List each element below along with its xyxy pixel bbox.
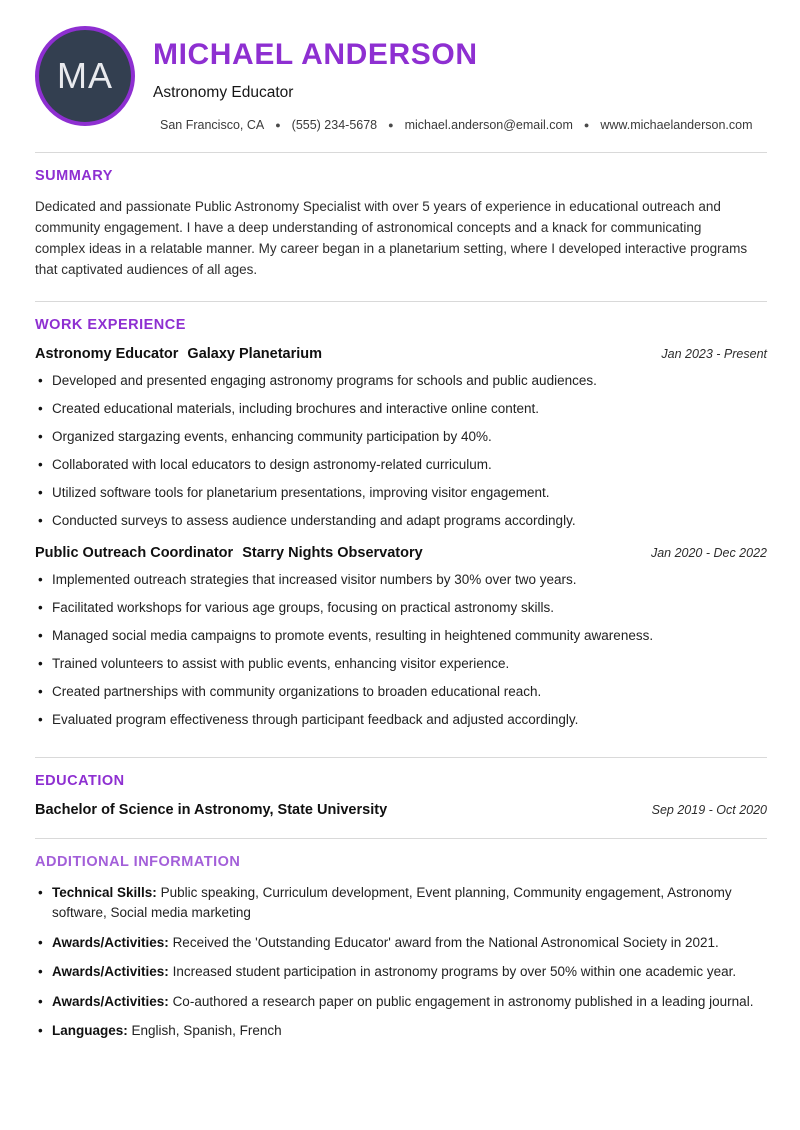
additional-item-label: Technical Skills: (52, 885, 157, 901)
contact-website: www.michaelanderson.com (600, 118, 753, 132)
education-section (35, 758, 767, 818)
job-dates: Jan 2023 - Present (661, 346, 767, 361)
job-entry (35, 545, 767, 730)
additional-item (35, 1021, 767, 1041)
job-bullet: • Developed and presented engaging astronomy programs for schools and public audiences. (35, 371, 767, 391)
additional-item (35, 933, 767, 953)
bullet-separator-icon: ● (583, 119, 590, 130)
job-header (35, 545, 767, 561)
job-bullet: • Collaborated with local educators to design astronomy-related curriculum. (35, 455, 767, 475)
additional-item-text: English, Spanish, French (131, 1023, 282, 1039)
job-bullet: • Facilitated workshops for various age groups, focusing on practical astronomy skills. (35, 598, 767, 618)
job-entry (35, 346, 767, 531)
education-degree: Bachelor of Science in Astronomy, State University (35, 802, 388, 819)
job-title-line (35, 545, 423, 561)
job-bullet-list (35, 371, 767, 531)
additional-item-label: Awards/Activities: (52, 993, 169, 1009)
job-bullet: • Implemented outreach strategies that increased visitor numbers by 30% over two years. (35, 570, 767, 590)
job-bullet-list (35, 570, 767, 730)
job-bullet: • Created partnerships with community organizations to broaden educational reach. (35, 682, 767, 702)
bullet-separator-icon: ● (388, 119, 394, 130)
person-job-title: Astronomy Educator (153, 84, 294, 101)
additional-item-text: Public speaking, Curriculum development, Event planning, Community engagement, Astronomy software, Social media marketing (52, 885, 732, 920)
person-name: MICHAEL ANDERSON (153, 38, 478, 71)
job-bullet: • Utilized software tools for planetarium presentations, improving visitor engagement. (35, 483, 767, 503)
additional-item-text: Increased student participation in astronomy programs by over 50% within one academic year. (172, 964, 737, 980)
education-heading: EDUCATION (35, 773, 125, 790)
job-bullet: • Evaluated program effectiveness through participant feedback and adjusted accordingly. (35, 710, 767, 730)
additional-item-text: Co-authored a research paper on public engagement in astronomy published in a leading journal. (172, 993, 754, 1009)
contact-location: San Francisco, CA (160, 118, 265, 132)
additional-list (35, 883, 767, 1040)
job-title: Astronomy Educator (35, 345, 179, 362)
job-title-line (35, 346, 322, 362)
job-bullet: • Conducted surveys to assess audience understanding and adapt programs accordingly. (35, 511, 767, 531)
job-bullet: • Trained volunteers to assist with public events, enhancing visitor experience. (35, 654, 767, 674)
job-bullet: • Created educational materials, including brochures and interactive online content. (35, 399, 767, 419)
job-company: Starry Nights Observatory (242, 544, 423, 561)
experience-section (35, 302, 767, 730)
education-dates: Sep 2019 - Oct 2020 (651, 803, 767, 818)
job-bullet: • Managed social media campaigns to promote events, resulting in heightened community awareness. (35, 626, 767, 646)
contact-email: michael.anderson@email.com (404, 118, 573, 132)
additional-item-label: Awards/Activities: (52, 964, 169, 980)
additional-item-label: Awards/Activities: (52, 934, 169, 950)
additional-item (35, 883, 767, 922)
summary-heading: SUMMARY (35, 168, 113, 184)
job-company: Galaxy Planetarium (187, 345, 323, 362)
additional-item (35, 962, 767, 982)
job-title: Public Outreach Coordinator (35, 544, 234, 561)
job-bullet: • Organized stargazing events, enhancing community participation by 40%. (35, 427, 767, 447)
additional-heading: ADDITIONAL INFORMATION (35, 854, 241, 871)
header-text (153, 26, 753, 132)
contact-phone: (555) 234-5678 (291, 118, 378, 132)
summary-text: Dedicated and passionate Public Astronomy Specialist with over 5 years of experience in educational outreach and community engagement. I have a deep understanding of astronomical concepts and a knack for communicating complex ideas in a relatable manner. My career began in a planetarium setting, where I developed interactive programs that captivated audiences of all ages. (35, 199, 748, 277)
education-entry (35, 802, 767, 818)
summary-section (35, 153, 767, 281)
job-dates: Jan 2020 - Dec 2022 (650, 545, 767, 560)
contact-row (153, 118, 753, 132)
avatar (35, 26, 135, 126)
job-header (35, 346, 767, 362)
avatar-initials: MA (57, 55, 113, 96)
additional-item (35, 992, 767, 1012)
bullet-separator-icon: ● (275, 119, 281, 130)
experience-heading: WORK EXPERIENCE (35, 316, 186, 333)
additional-section (35, 839, 767, 1040)
resume-header (35, 26, 767, 132)
additional-item-text: Received the 'Outstanding Educator' award from the National Astronomical Society in 2021. (172, 934, 719, 950)
additional-item-label: Languages: (52, 1023, 128, 1039)
